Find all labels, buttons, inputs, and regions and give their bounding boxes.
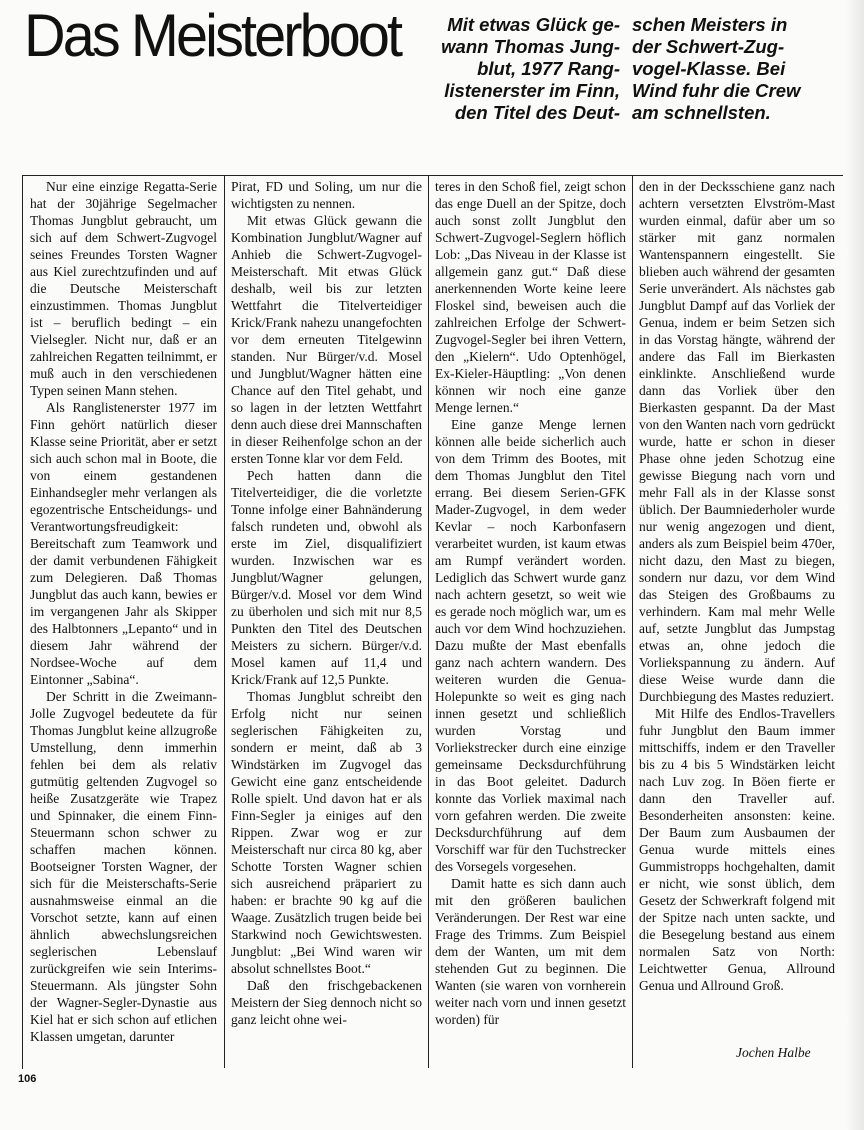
paragraph: den in der Decksschiene ganz nach achtern versetzten Elvström-Mast wurden einmal, dafür aber um so stärker mit ganz normalen Wantenspannern eingestellt. Sie blieben auch während der gesamten Serie unverändert. Als nächstes gab Jungblut Dampf auf das Vorliek der Genua, indem er beim Setzen sich in das Vorstag hängte, während der andere das Fall im Bierkasten einklinkte. Anschließend wurde dann das Vorliek über den Bierkasten gespannt. Da der Mast von den Wanten nach vorn gedrückt wurde, hatte er schon in dieser Phase ohne jeden Schotzug eine gewisse Biegung nach vorn und mehr Fall als in der Klasse sonst üblich. Der Baumniederholer wurde nur wenig angezogen und dient, anders als zum Beispiel beim 470er, nicht dazu, den Mast zu biegen, sondern nur dazu, vor dem Wind das Steigen des Großbaums zu verhindern. Kam mal mehr Welle auf, setzte Jungblut das Jumpstag etwas an, ohne jedoch die Vorliekspannung zu ändern. Auf diese Weise wurde dann die Durchbiegung des Mastes reduziert. [639,179,835,704]
paragraph: Mit etwas Glück gewann die Kombination Jungblut/Wagner auf Anhieb die Schwert-Zugvogel-Meisterschaft. Mit etwas Glück deshalb, weil bis zur letzten Wettfahrt die Titelverteidiger Krick/Frank nahezu unangefochten vor dem erneuten Titelgewinn standen. Nur Bürger/v.d. Mosel und Jungblut/Wagner hätten eine Chance auf den Titel gehabt, und so lagen in der letzten Wettfahrt denn auch diese drei Mannschaften in dieser Reihenfolge schon an der ersten Tonne klar vor dem Feld. [231,213,422,466]
paragraph: Eine ganze Menge lernen können alle beide sicherlich auch von dem Trimm des Bootes, mit dem Thomas Jungblut den Titel errang. Bei diesem Serien-GFK Mader-Zugvogel, in dem weder Kevlar – noch Karbonfasern verarbeitet wurden, ist kaum etwas am Rumpf verändert worden. Lediglich das Schwert wurde ganz nach achtern gesetzt, so weit wie es gerade noch möglich war, um es auch vor dem Wind hochzuziehen. Dazu mußte der Mast ebenfalls ganz nach achtern wandern. Des weiteren wurden die Genua-Holepunkte so weit es ging nach innen gesetzt und schließlich wurden Vorstag und Vorliekstrecker durch eine einzige gemeinsame Decksdurchführung in das Boot geleitet. Dadurch konnte das Vorliek maximal nach vorn gefahren werden. Die zweite Decksdurchführung auf dem Vorschiff war für den Tuchstrecker des Vorsegels vorgesehen. [435,417,626,874]
paragraph: teres in den Schoß fiel, zeigt schon das enge Duell an der Spitze, doch auch sonst zollt Jungblut den Schwert-Zugvogel-Seglern höflich Lob: „Das Niveau in der Klasse ist allgemein ganz gut.“ Daß diese anerkennenden Worte keine leere Floskel sind, beweisen auch die zahlreichen Erfolge der Schwert-Zugvogel-Segler bei ihren Vettern, den „Kielern“. Udo Optenhögel, Ex-Kieler-Häuptling: „Von denen können wir noch eine ganze Menge lernen.“ [435,179,626,415]
paragraph: Damit hatte es sich dann auch mit den größeren baulichen Veränderungen. Der Rest war eine Frage des Trimms. Zum Beispiel dem der Wanten, um mit dem stehenden Gut zu beginnen. Die Wanten (sie waren von vornherein weiter nach vorn und innen gesetzt worden) für [435,876,626,1027]
author-byline: Jochen Halbe [736,1045,811,1060]
paragraph: Thomas Jungblut schreibt den Erfolg nicht nur seinen seglerischen Fähigkeiten zu, sondern er meint, daß ab 3 Windstärken im Zugvogel das Gewicht eine ganz entscheidende Rolle spielt. Und davon hat er als Finn-Segler ja einiges auf den Rippen. Zwar wog er zur Meisterschaft nur circa 80 kg, aber Schotte Torsten Wagner schien sich ausreichend präpariert zu haben: er brachte 90 kg auf die Waage. Zusätzlich trugen beide bei Starkwind noch Gewichtswesten. Jungblut: „Bei Wind waren wir absolut schnellstes Boot.“ [231,689,422,976]
column-rule-1 [224,175,225,1068]
paragraph: Als Ranglistenerster 1977 im Finn gehört natürlich dieser Klasse seine Priorität, aber er setzt sich auch schon mal in Boote, die von einem gestandenen Einhandsegler mehr verlangen als egozentrische Entscheidungs- und Verantwortungsfreudigkeit: Bereitschaft zum Teamwork und der damit verbundenen Fähigkeit zum Delegieren. Daß Thomas Jungblut das auch kann, bewies er im vergangenen Jahr als Skipper des Halbtonners „Lepanto“ und in diesem Jahr während der Nordsee-Woche auf dem Eintonner „Sabina“. [30,400,217,687]
lead-text-part-2: schen Meisters in der Schwert-Zug- vogel-Klasse. Bei Wind fuhr die Crew am schnellsten. [632,14,801,123]
article-title: Das Meisterboot [24,2,401,69]
column-rule-3 [632,175,633,1068]
lead-text-part-1: Mit etwas Glück ge- wann Thomas Jung- blut, 1977 Rang- listenerster im Finn, den Titel des Deut- [441,14,620,123]
column-rule-2 [428,175,429,1068]
page-number: 106 [18,1073,37,1085]
paragraph: Pech hatten dann die Titelverteidiger, die die vorletzte Tonne infolge einer Bahnänderung falsch rundeten und, obwohl als erste im Ziel, disqualifiziert wurden. Inzwischen war es Jungblut/Wagner gelungen, Bürger/v.d. Mosel vor dem Wind zu überholen und sich mit nur 8,5 Punkten den Titel des Deutschen Meisters zu sichern. Bürger/v.d. Mosel kamen auf 11,4 und Krick/Frank auf 12,5 Punkte. [231,468,422,687]
article-column-1 [30,178,217,1058]
article-column-4 [639,178,835,1040]
paragraph: Daß den frischgebackenen Meistern der Sieg dennoch nicht so ganz leicht ohne wei- [231,978,422,1027]
page-edge-shadow [846,0,864,1130]
article-column-3 [435,178,626,1058]
paragraph: Nur eine einzige Regatta-Serie hat der 30jährige Segelmacher Thomas Jungblut gebraucht, um sich auf dem Schwert-Zugvogel seines Freundes Torsten Wagner aus Kiel zurechtzufinden und auf die Deutsche Meisterschaft einzustimmen. Thomas Jungblut ist – beruflich bedingt – ein Vielsegler. Nicht nur, daß er an zahlreichen Regatten teilnimmt, er muß auch in den verschiedenen Typen seinen Mann stehen. [30,179,217,398]
paragraph: Der Schritt in die Zweimann-Jolle Zugvogel bedeutete da für Thomas Jungblut keine allzugroße Umstellung, denn immerhin fehlen bei dem als relativ gutmütig geltenden Zugvogel so heiße Zusatzgeräte wie Trapez und Spinnaker, die einem Finn-Steuermann schon schwer zu schaffen machen können. Bootseigner Torsten Wagner, der sich für die Meisterschafts-Serie ausnahmsweise einmal an die Vorschot setzte, kann auf einen ähnlich abwechslungsreichen seglerischen Lebenslauf zurückgreifen wie sein Interims-Steuermann. Als jüngster Sohn der Wagner-Segler-Dynastie aus Kiel hat er sich schon auf etlichen Klassen umgetan, darunter [30,689,217,1044]
paragraph: Mit Hilfe des Endlos-Travellers fuhr Jungblut den Baum immer mittschiffs, indem er den Traveller bis zu 4 bis 5 Windstärken leicht nach Luv zog. In Böen fierte er dann den Traveller auf. Besonderheiten ansonsten: keine. Der Baum zum Ausbaumen der Genua wurde mittels eines Gummistropps hochgehalten, damit er nicht, wie sonst üblich, dem Gesetz der Schwerkraft folgend mit der Spitze nach unten sackte, und die Besegelung bestand aus einem normalen Satz von North: Leichtwetter Genua, Allround Genua und Allround Groß. [639,706,835,993]
paragraph: Pirat, FD und Soling, um nur die wichtigsten zu nennen. [231,179,422,211]
article-column-2 [231,178,422,1058]
